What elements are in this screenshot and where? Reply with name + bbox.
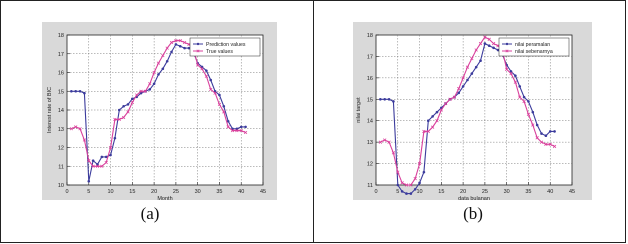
data-point bbox=[392, 100, 395, 103]
data-point bbox=[414, 188, 417, 191]
x-tick-label: 20 bbox=[151, 189, 158, 195]
data-point bbox=[223, 105, 226, 108]
data-point bbox=[396, 184, 399, 187]
data-point bbox=[92, 159, 95, 162]
data-point bbox=[170, 51, 173, 54]
data-point bbox=[148, 88, 151, 91]
data-point bbox=[162, 67, 165, 70]
y-tick-label: 14 bbox=[57, 108, 64, 114]
y-tick-label: 17 bbox=[57, 51, 64, 58]
caption-b: (b) bbox=[463, 204, 483, 223]
data-point bbox=[379, 98, 382, 101]
y-tick-label: 12 bbox=[57, 145, 64, 152]
y-tick-label: 18 bbox=[366, 33, 373, 39]
y-tick-label: 13 bbox=[366, 140, 373, 147]
data-point bbox=[423, 171, 426, 174]
data-point bbox=[183, 47, 186, 50]
data-point bbox=[514, 74, 517, 77]
data-point bbox=[87, 180, 90, 183]
data-point bbox=[475, 66, 478, 69]
x-tick-label: 25 bbox=[172, 189, 179, 195]
chart-panel-a bbox=[0, 0, 313, 243]
x-tick-label: 0 bbox=[65, 189, 69, 195]
caption-a: (a) bbox=[140, 204, 160, 223]
x-tick-label: 0 bbox=[374, 189, 378, 195]
y-axis-label: nilai target bbox=[356, 97, 362, 123]
data-point bbox=[457, 92, 460, 95]
data-point bbox=[431, 115, 434, 118]
y-tick-label: 13 bbox=[57, 126, 64, 133]
y-axis-label: Interest rate of BIC bbox=[47, 86, 53, 134]
x-tick-label: 15 bbox=[129, 189, 136, 195]
x-tick-label: 25 bbox=[481, 189, 488, 195]
data-point bbox=[518, 85, 521, 88]
data-point bbox=[166, 60, 169, 63]
x-axis-label: Month bbox=[157, 196, 173, 202]
x-axis-label: data bulanan bbox=[458, 196, 490, 202]
y-tick-label: 15 bbox=[366, 97, 373, 104]
legend bbox=[499, 38, 569, 56]
data-point bbox=[418, 182, 421, 185]
data-point bbox=[157, 73, 160, 76]
data-point bbox=[553, 130, 556, 133]
y-tick-label: 18 bbox=[57, 33, 64, 39]
legend bbox=[190, 38, 260, 56]
x-tick-label: 35 bbox=[525, 189, 532, 195]
legend-label: nilai sebenarnya bbox=[515, 49, 553, 55]
data-point bbox=[109, 154, 112, 157]
data-point bbox=[545, 134, 548, 137]
y-tick-label: 11 bbox=[58, 164, 64, 171]
legend-label: True values bbox=[206, 49, 233, 55]
data-point bbox=[179, 45, 182, 48]
data-point bbox=[410, 192, 413, 195]
data-point bbox=[405, 192, 408, 195]
x-tick-label: 30 bbox=[503, 189, 510, 195]
x-tick-label: 40 bbox=[547, 189, 554, 195]
data-point bbox=[383, 98, 386, 101]
data-point bbox=[388, 98, 391, 101]
data-point bbox=[114, 137, 117, 140]
legend-marker bbox=[197, 43, 199, 45]
data-point bbox=[175, 43, 178, 46]
data-point bbox=[492, 47, 495, 50]
data-point bbox=[401, 190, 404, 193]
data-point bbox=[244, 126, 247, 129]
x-tick-label: 5 bbox=[87, 189, 91, 195]
data-point bbox=[218, 94, 221, 97]
x-tick-label: 30 bbox=[194, 189, 201, 195]
data-point bbox=[70, 90, 73, 93]
y-tick-label: 11 bbox=[367, 183, 373, 189]
data-point bbox=[74, 90, 77, 93]
data-point bbox=[466, 79, 469, 82]
y-tick-label: 10 bbox=[57, 183, 64, 189]
legend-marker bbox=[506, 43, 508, 45]
data-point bbox=[532, 111, 535, 114]
y-tick-label: 14 bbox=[366, 118, 373, 125]
data-point bbox=[488, 44, 491, 47]
data-point bbox=[101, 156, 104, 159]
data-point bbox=[479, 59, 482, 62]
data-point bbox=[209, 79, 212, 82]
data-point bbox=[536, 124, 539, 127]
y-tick-label: 12 bbox=[366, 161, 373, 168]
x-tick-label: 45 bbox=[259, 189, 267, 195]
legend-label: Prediction values bbox=[206, 42, 246, 48]
chart-panel-b bbox=[313, 0, 626, 243]
legend-label: nilai peramalan bbox=[515, 42, 551, 48]
y-tick-label: 16 bbox=[366, 75, 373, 82]
y-tick-label: 17 bbox=[366, 54, 373, 61]
x-tick-label: 10 bbox=[416, 189, 423, 195]
data-point bbox=[549, 130, 552, 133]
data-point bbox=[79, 90, 82, 93]
data-point bbox=[240, 126, 243, 129]
data-point bbox=[540, 132, 543, 135]
data-point bbox=[131, 97, 134, 100]
x-tick-label: 40 bbox=[238, 189, 245, 195]
x-tick-label: 35 bbox=[216, 189, 223, 195]
data-point bbox=[527, 100, 530, 103]
data-point bbox=[523, 96, 526, 99]
plot-area bbox=[67, 35, 263, 185]
y-tick-label: 16 bbox=[57, 70, 64, 77]
x-tick-label: 5 bbox=[396, 189, 400, 195]
data-point bbox=[484, 42, 487, 45]
data-point bbox=[462, 85, 465, 88]
data-point bbox=[436, 111, 439, 114]
plot-area bbox=[376, 35, 572, 185]
data-point bbox=[122, 105, 125, 108]
data-point bbox=[127, 103, 130, 106]
x-tick-label: 15 bbox=[438, 189, 445, 195]
x-tick-label: 10 bbox=[107, 189, 114, 195]
data-point bbox=[205, 69, 208, 72]
x-tick-label: 45 bbox=[568, 189, 576, 195]
data-point bbox=[471, 72, 474, 75]
y-tick-label: 15 bbox=[57, 89, 64, 96]
data-point bbox=[427, 119, 430, 122]
data-point bbox=[83, 92, 86, 95]
data-point bbox=[153, 82, 156, 85]
data-point bbox=[118, 109, 121, 112]
x-tick-label: 20 bbox=[460, 189, 467, 195]
